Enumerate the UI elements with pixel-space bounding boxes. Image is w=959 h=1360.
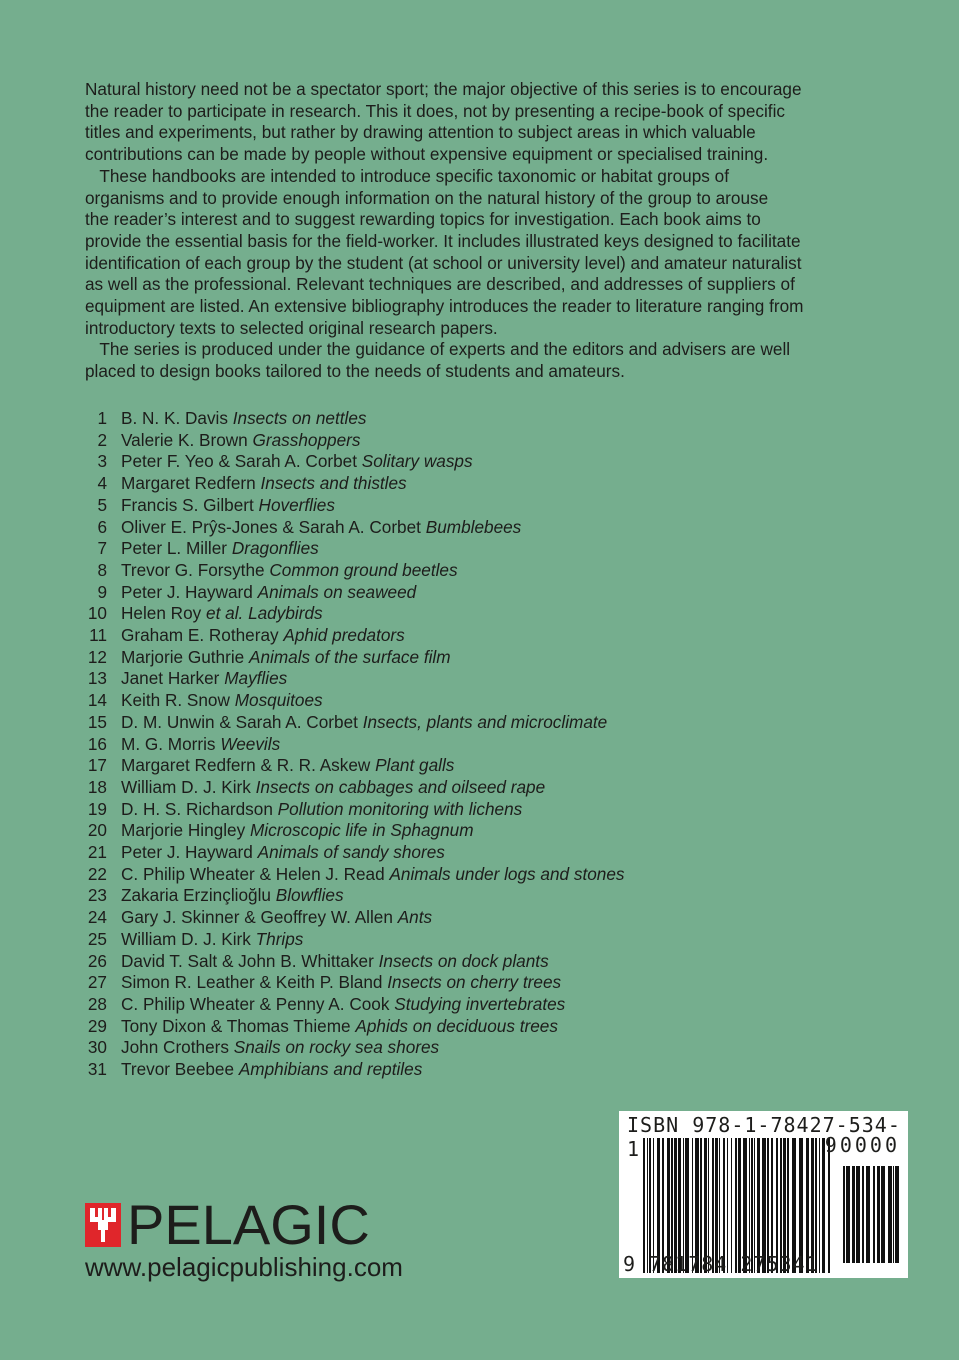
series-item	[85, 712, 625, 734]
description-line: equipment are listed. An extensive bibliography introduces the reader to literature ranging from	[85, 296, 804, 317]
series-title: Bumblebees	[425, 516, 522, 537]
series-item	[85, 517, 625, 539]
series-item	[85, 1016, 625, 1038]
series-item	[85, 430, 625, 452]
series-title: Common ground beetles	[269, 559, 458, 580]
series-author: Valerie K. Brown	[121, 429, 248, 450]
series-item	[85, 885, 625, 907]
series-item	[85, 951, 625, 973]
series-number: 3	[97, 451, 107, 472]
series-author: Helen Roy	[121, 603, 202, 624]
description-line: as well as the professional. Relevant techniques are described, and addresses of suppliers of	[85, 274, 795, 295]
series-item	[85, 1037, 625, 1059]
series-title: Grasshoppers	[252, 429, 361, 450]
series-number: 17	[87, 755, 107, 776]
series-author: David T. Salt & John B. Whittaker	[121, 950, 374, 971]
series-number: 9	[97, 581, 107, 602]
series-item	[85, 929, 625, 951]
series-author: C. Philip Wheater & Helen J. Read	[121, 863, 385, 884]
series-item	[85, 647, 625, 669]
series-item	[85, 972, 625, 994]
barcode-bar	[843, 1166, 845, 1263]
series-title: Aphids on deciduous trees	[355, 1015, 558, 1036]
publisher-name: PELAGIC	[127, 1193, 370, 1256]
series-author: Francis S. Gilbert	[121, 494, 254, 515]
series-number: 25	[87, 928, 107, 949]
series-item	[85, 495, 625, 517]
series-title: Insects and thistles	[260, 473, 407, 494]
series-title: Animals on seaweed	[257, 581, 417, 602]
series-number: 4	[97, 473, 107, 494]
series-number: 29	[87, 1015, 107, 1036]
description-line: titles and experiments, but rather by drawing attention to subject areas in which valuable	[85, 122, 756, 143]
series-title: Studying invertebrates	[394, 993, 566, 1014]
series-author: Peter J. Hayward	[121, 581, 253, 602]
series-author: Peter F. Yeo & Sarah A. Corbet	[121, 451, 357, 472]
barcode-bar	[877, 1166, 880, 1263]
series-title: Insects, plants and microclimate	[362, 711, 608, 732]
barcode-bar	[852, 1166, 855, 1263]
series-number: 31	[87, 1059, 107, 1080]
series-author: Tony Dixon & Thomas Thieme	[121, 1015, 351, 1036]
series-number: 10	[87, 603, 107, 624]
series-author: C. Philip Wheater & Penny A. Cook	[121, 993, 390, 1014]
series-title: Plant galls	[375, 755, 455, 776]
trident-logo-icon	[85, 1203, 121, 1247]
series-number: 7	[97, 538, 107, 559]
series-number: 23	[87, 885, 107, 906]
series-author: Janet Harker	[121, 668, 220, 689]
series-number: 27	[87, 972, 107, 993]
description-line: identification of each group by the student (at school or university level) and amateur naturalist	[85, 252, 802, 273]
series-title: Solitary wasps	[361, 451, 473, 472]
barcode-addon: 90000	[824, 1133, 900, 1157]
series-item	[85, 734, 625, 756]
series-title: Insects on cherry trees	[387, 972, 562, 993]
series-number: 2	[97, 429, 107, 450]
series-item	[85, 799, 625, 821]
barcode-bar	[862, 1166, 864, 1263]
series-author: William D. J. Kirk	[121, 776, 251, 797]
series-item	[85, 603, 625, 625]
barcode-bar	[866, 1166, 870, 1263]
series-number: 5	[97, 494, 107, 515]
description-line: The series is produced under the guidance of experts and the editors and advisers are well	[85, 339, 791, 360]
series-author: Marjorie Hingley	[121, 820, 246, 841]
series-title: Insects on cabbages and oilseed rape	[255, 776, 546, 797]
series-author: Trevor G. Forsythe	[121, 559, 265, 580]
series-title: Pollution monitoring with lichens	[277, 798, 523, 819]
series-item	[85, 560, 625, 582]
barcode-bar	[888, 1166, 892, 1263]
series-item	[85, 582, 625, 604]
series-item	[85, 473, 625, 495]
series-item	[85, 625, 625, 647]
series-number: 11	[89, 625, 107, 646]
series-item	[85, 755, 625, 777]
series-item	[85, 538, 625, 560]
description-line: Natural history need not be a spectator sport; the major objective of this series is to encourage	[85, 79, 802, 99]
barcode-bar	[893, 1166, 894, 1263]
barcode-bar	[895, 1166, 899, 1263]
series-item	[85, 668, 625, 690]
series-item	[85, 994, 625, 1016]
series-author: Gary J. Skinner & Geoffrey W. Allen	[121, 907, 393, 928]
series-item	[85, 777, 625, 799]
series-title: Animals of the surface film	[249, 646, 451, 667]
series-item	[85, 690, 625, 712]
series-title: Weevils	[220, 733, 281, 754]
series-item	[85, 864, 625, 886]
description-line: the reader to participate in research. This it does, not by presenting a recipe-book of specific	[85, 100, 785, 121]
series-author: D. H. S. Richardson	[121, 798, 273, 819]
series-title: Insects on nettles	[232, 408, 367, 428]
series-author: Simon R. Leather & Keith P. Bland	[121, 972, 383, 993]
series-author: William D. J. Kirk	[121, 928, 251, 949]
description-line: contributions can be made by people without expensive equipment or specialised training.	[85, 144, 769, 165]
series-title: Mayflies	[224, 668, 288, 689]
series-item	[85, 408, 625, 430]
series-title: Mosquitoes	[234, 690, 323, 711]
description-line: provide the essential basis for the field-worker. It includes illustrated keys designed to facilitate	[85, 230, 801, 251]
series-number: 20	[87, 820, 107, 841]
description-line: organisms and to provide enough information on the natural history of the group to arouse	[85, 187, 769, 208]
series-number: 6	[97, 516, 107, 537]
series-title: Thrips	[255, 928, 304, 949]
series-author: Oliver E. Prŷs-Jones & Sarah A. Corbet	[121, 516, 421, 537]
ean-number: 9 781784 275341	[623, 1252, 819, 1276]
barcode-bar	[846, 1166, 850, 1263]
series-title: Microscopic life in Sphagnum	[249, 820, 474, 841]
series-title: Aphid predators	[283, 625, 405, 646]
series-list	[85, 408, 625, 1081]
series-author: Peter L. Miller	[121, 538, 228, 559]
series-number: 8	[97, 559, 107, 580]
series-title: Animals under logs and stones	[389, 863, 625, 884]
isbn-label: ISBN 978-1-78427-534-1	[627, 1113, 901, 1161]
series-title: Insects on dock plants	[378, 950, 549, 971]
series-number: 15	[87, 711, 107, 732]
series-number: 12	[87, 646, 107, 667]
series-author: Keith R. Snow	[121, 690, 230, 711]
series-item	[85, 842, 625, 864]
series-author: John Crothers	[121, 1037, 229, 1058]
series-title: Hoverflies	[258, 494, 335, 515]
series-description	[85, 79, 885, 383]
series-number: 24	[87, 907, 107, 928]
series-item	[85, 1059, 625, 1081]
series-number: 14	[87, 690, 107, 711]
series-number: 19	[87, 798, 107, 819]
series-number: 26	[87, 950, 107, 971]
series-title: Ants	[397, 907, 433, 928]
barcode-bar	[873, 1166, 875, 1263]
series-item	[85, 451, 625, 473]
series-item	[85, 820, 625, 842]
series-number: 30	[87, 1037, 107, 1058]
description-line: the reader’s interest and to suggest rewarding topics for investigation. Each book aims to	[85, 209, 761, 230]
series-author: Margaret Redfern & R. R. Askew	[121, 755, 371, 776]
series-author: Zakaria Erzinçlioğlu	[121, 885, 271, 906]
series-number: 22	[87, 863, 107, 884]
series-author: Graham E. Rotheray	[121, 625, 279, 646]
series-author: B. N. K. Davis	[121, 408, 228, 428]
barcode-bar	[881, 1166, 885, 1263]
publisher-logo	[85, 1193, 370, 1256]
series-title: Snails on rocky sea shores	[233, 1037, 440, 1058]
description-line: introductory texts to selected original research papers.	[85, 317, 498, 338]
description-line: placed to design books tailored to the needs of students and amateurs.	[85, 361, 625, 382]
series-author: Peter J. Hayward	[121, 842, 253, 863]
series-item	[85, 907, 625, 929]
series-number: 16	[87, 733, 107, 754]
series-author: Marjorie Guthrie	[121, 646, 245, 667]
series-title: Animals of sandy shores	[257, 842, 445, 863]
description-line: These handbooks are intended to introduce specific taxonomic or habitat groups of	[85, 165, 729, 186]
isbn-barcode	[619, 1111, 908, 1278]
series-author: M. G. Morris	[121, 733, 216, 754]
series-author: D. M. Unwin & Sarah A. Corbet	[121, 711, 358, 732]
series-number: 21	[87, 842, 107, 863]
series-title: et al. Ladybirds	[206, 603, 323, 624]
series-title: Blowflies	[275, 885, 344, 906]
series-number: 1	[97, 408, 107, 428]
series-number: 13	[87, 668, 107, 689]
series-author: Margaret Redfern	[121, 473, 256, 494]
series-number: 18	[87, 776, 107, 797]
series-title: Amphibians and reptiles	[238, 1059, 423, 1080]
series-author: Trevor Beebee	[121, 1059, 235, 1080]
series-title: Dragonflies	[231, 538, 319, 559]
barcode-bar	[856, 1166, 860, 1263]
series-number: 28	[87, 993, 107, 1014]
publisher-url: www.pelagicpublishing.com	[85, 1252, 403, 1282]
